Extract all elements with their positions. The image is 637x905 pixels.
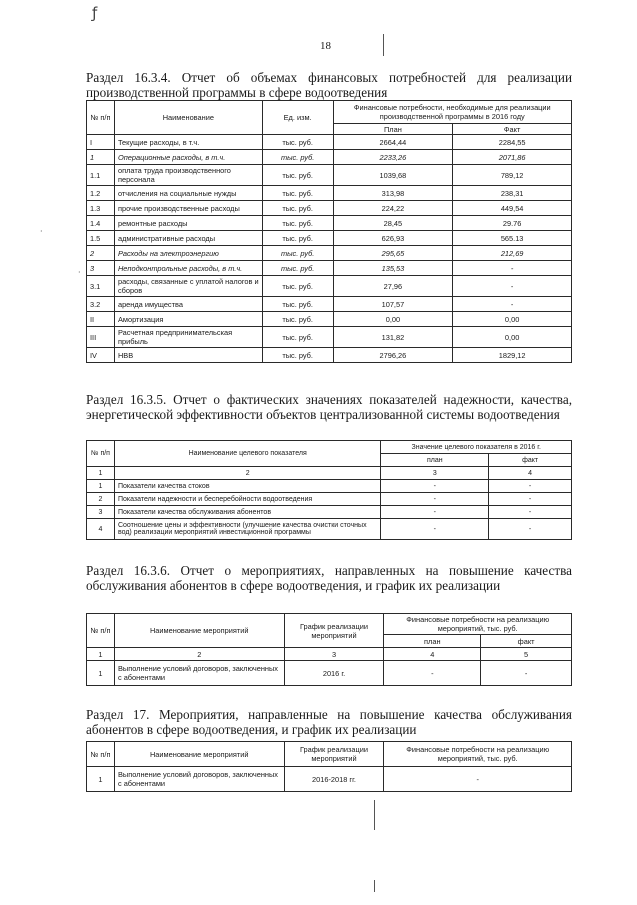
scan-dot: · (40, 227, 43, 236)
col-schedule-header: График реализации мероприятий (284, 614, 384, 648)
col-fact-header: Факт (453, 124, 572, 135)
margin-mark: ƒ (92, 4, 98, 22)
index-row: 1 2 3 4 5 (87, 648, 572, 661)
table-row: 3.1 расходы, связанные с уплатой налогов и сборов тыс. руб. 27,96 - (87, 276, 572, 297)
col-plan-header: план (381, 454, 489, 467)
table-row: 2 Расходы на электроэнергию тыс. руб. 295,65 212,69 (87, 246, 572, 261)
col-num-header: № п/п (87, 614, 115, 648)
activities-plan-table (86, 741, 572, 792)
table-row: 1 Выполнение условий договоров, заключенных с абонентами 2016 г. - - (87, 661, 572, 686)
table-row: 1 Показатели качества стоков - - (87, 480, 572, 493)
col-schedule-header: График реализации мероприятий (284, 742, 384, 767)
table-row: 1.2 отчисления на социальные нужды тыс. руб. 313,98 238,31 (87, 186, 572, 201)
col-fin-header: Финансовые потребности на реализацию мероприятий, тыс. руб. (384, 614, 572, 635)
col-name-header: Наименование целевого показателя (114, 441, 380, 467)
col-value-header: Значение целевого показателя в 2016 г. (381, 441, 572, 454)
scan-line (374, 880, 375, 892)
table-row: 1 Выполнение условий договоров, заключенных с абонентами 2016-2018 гг. - (87, 767, 572, 792)
financial-needs-table (86, 100, 572, 363)
col-unit-header: Ед. изм. (262, 101, 333, 135)
col-fact-header: факт (489, 454, 572, 467)
table-row: 1.5 административные расходы тыс. руб. 626,93 565.13 (87, 231, 572, 246)
table-row: II Амортизация тыс. руб. 0,00 0,00 (87, 312, 572, 327)
col-name-header: Наименование мероприятий (114, 614, 284, 648)
col-fin-header: Финансовые потребности, необходимые для реализации производственной программы в 2016 году (333, 101, 571, 124)
table-row: I Текущие расходы, в т.ч. тыс. руб. 2664,44 2284,55 (87, 135, 572, 150)
col-plan-header: план (384, 635, 481, 648)
scan-line (374, 800, 375, 830)
index-row: 1 2 3 4 (87, 467, 572, 480)
table-row: III Расчетная предпринимательская прибыль тыс. руб. 131,82 0,00 (87, 327, 572, 348)
col-num-header: № п/п (87, 742, 115, 767)
section-heading-17: Раздел 17. Мероприятия, направленные на повышение качества обслуживания абонентов в сфере водоотведения, и график их реализации (86, 707, 572, 737)
table-row: 3 Неподконтрольные расходы, в т.ч. тыс. руб. 135,53 - (87, 261, 572, 276)
scan-line (383, 34, 384, 56)
target-indicators-table (86, 440, 572, 540)
table-row: 4 Соотношение цены и эффективности (улучшение качества очистки сточных вод) реализации мероприятий инвестиционной программы - - (87, 519, 572, 540)
col-name-header: Наименование мероприятий (114, 742, 284, 767)
col-name-header: Наименование (114, 101, 262, 135)
table-row: 1.4 ремонтные расходы тыс. руб. 28,45 29.76 (87, 216, 572, 231)
table-row: 3.2 аренда имущества тыс. руб. 107,57 - (87, 297, 572, 312)
table-row: 3 Показатели качества обслуживания абонентов - - (87, 506, 572, 519)
section-heading-16-3-6: Раздел 16.3.6. Отчет о мероприятиях, направленных на повышение качества обслуживания абонентов в сфере водоотведения, и график их реализации (86, 563, 572, 593)
section-heading-16-3-4: Раздел 16.3.4. Отчет об объемах финансовых потребностей для реализации производственной программы в сфере водоотведения (86, 70, 572, 100)
col-fin-header: Финансовые потребности на реализацию мероприятий, тыс. руб. (384, 742, 572, 767)
col-plan-header: План (333, 124, 453, 135)
activities-report-table (86, 613, 572, 686)
page-number: 18 (320, 40, 331, 52)
table-row: 1.1 оплата труда производственного персонала тыс. руб. 1039,68 789,12 (87, 165, 572, 186)
table-row: IV НВВ тыс. руб. 2796,26 1829,12 (87, 348, 572, 363)
scan-dot: · (78, 268, 81, 277)
section-heading-16-3-5: Раздел 16.3.5. Отчет о фактических значениях показателей надежности, качества, энергетической эффективности объектов централизованной системы водоотведения (86, 392, 572, 422)
table-row: 2 Показатели надежности и бесперебойности водоотведения - - (87, 493, 572, 506)
col-num-header: № п/п (87, 441, 115, 467)
col-num-header: № п/п (87, 101, 115, 135)
col-fact-header: факт (481, 635, 572, 648)
table-row: 1.3 прочие производственные расходы тыс. руб. 224,22 449,54 (87, 201, 572, 216)
table-row: 1 Операционные расходы, в т.ч. тыс. руб. 2233,26 2071,86 (87, 150, 572, 165)
